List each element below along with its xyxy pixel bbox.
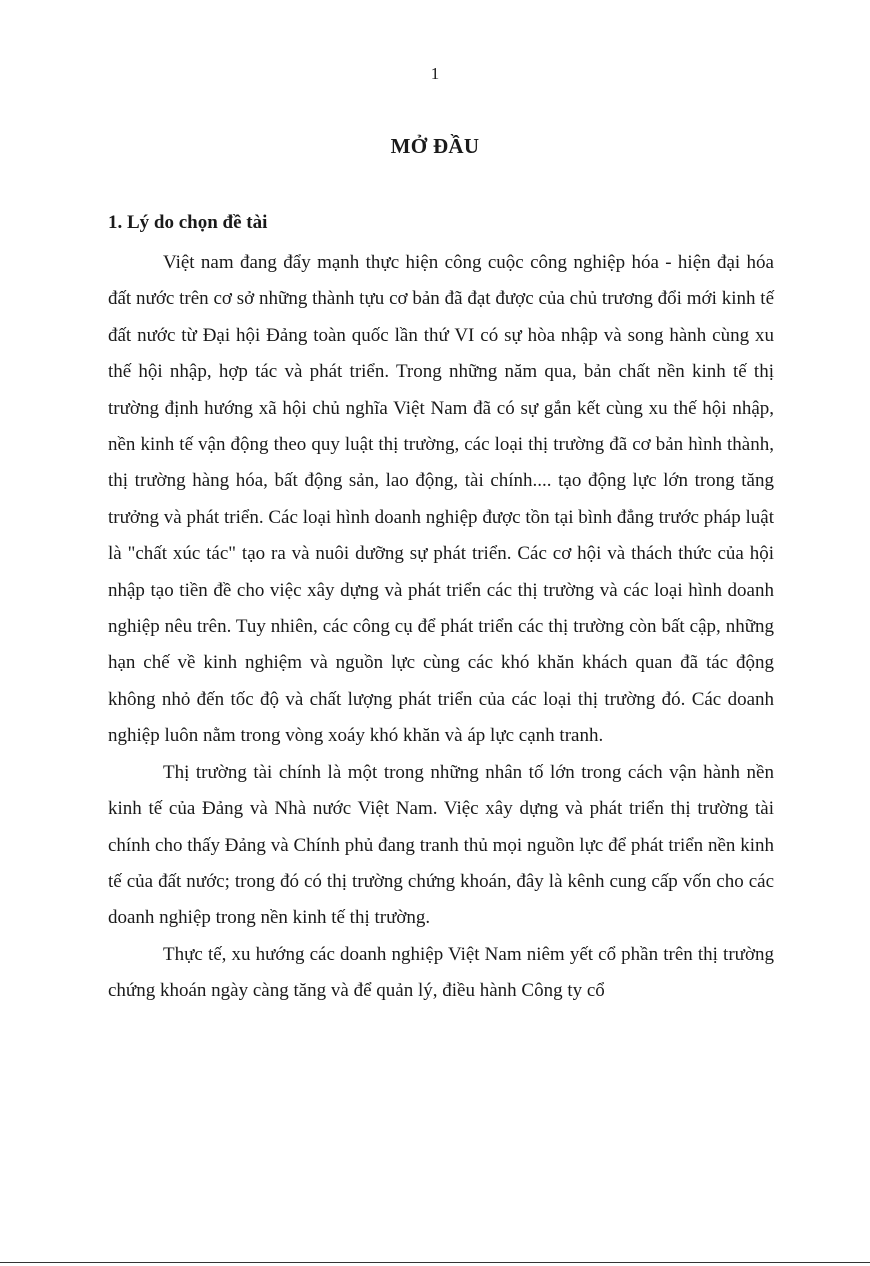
paragraph-1: Việt nam đang đẩy mạnh thực hiện công cuộc công nghiệp hóa - hiện đại hóa đất nước trên cơ sở những thành tựu cơ bản đã đạt được của chủ trương đổi mới kinh tế đất nước từ Đại hội Đảng toàn quốc lần thứ VI có sự hòa nhập và song hành cùng xu thế hội nhập, hợp tác và phát triển. Trong những năm qua, bản chất nền kinh tế thị trường định hướng xã hội chủ nghĩa Việt Nam đã có sự gắn kết cùng xu thế hội nhập, nền kinh tế vận động theo quy luật thị trường, các loại thị trường đã cơ bản hình thành, thị trường hàng hóa, bất động sản, lao động, tài chính.... tạo động lực lớn trong tăng trưởng và phát triển. Các loại hình doanh nghiệp được tồn tại bình đẳng trước pháp luật là "chất xúc tác" tạo ra và nuôi dưỡng sự phát triển. Các cơ hội và thách thức của hội nhập tạo tiền đề cho việc xây dựng và phát triển các thị trường và các loại hình doanh nghiệp nêu trên. Tuy nhiên, các công cụ để phát triển các thị trường còn bất cập, những hạn chế về kinh nghiệm và nguồn lực cùng các khó khăn khách quan đã tác động không nhỏ đến tốc độ và chất lượng phát triển của các loại thị trường đó. Các doanh nghiệp luôn nằm trong vòng xoáy khó khăn và áp lực cạnh tranh. (108, 252, 774, 747)
page-number: 1 (430, 64, 440, 83)
section-body (108, 245, 774, 1010)
page-title: MỞ ĐẦU (390, 134, 480, 158)
section-heading: 1. Lý do chọn đề tài (108, 212, 268, 233)
page-bottom-rule (0, 1262, 870, 1263)
paragraph-2: Thị trường tài chính là một trong những nhân tố lớn trong cách vận hành nền kinh tế của Đảng và Nhà nước Việt Nam. Việc xây dựng và phát triển thị trường tài chính cho thấy Đảng và Chính phủ đang tranh thủ mọi nguồn lực để phát triển nền kinh tế của đất nước; trong đó có thị trường chứng khoán, đây là kênh cung cấp vốn cho các doanh nghiệp trong nền kinh tế thị trường. (108, 761, 774, 929)
paragraph-3: Thực tế, xu hướng các doanh nghiệp Việt Nam niêm yết cổ phần trên thị trường chứng khoán ngày càng tăng và để quản lý, điều hành Công ty cổ (108, 943, 774, 1002)
